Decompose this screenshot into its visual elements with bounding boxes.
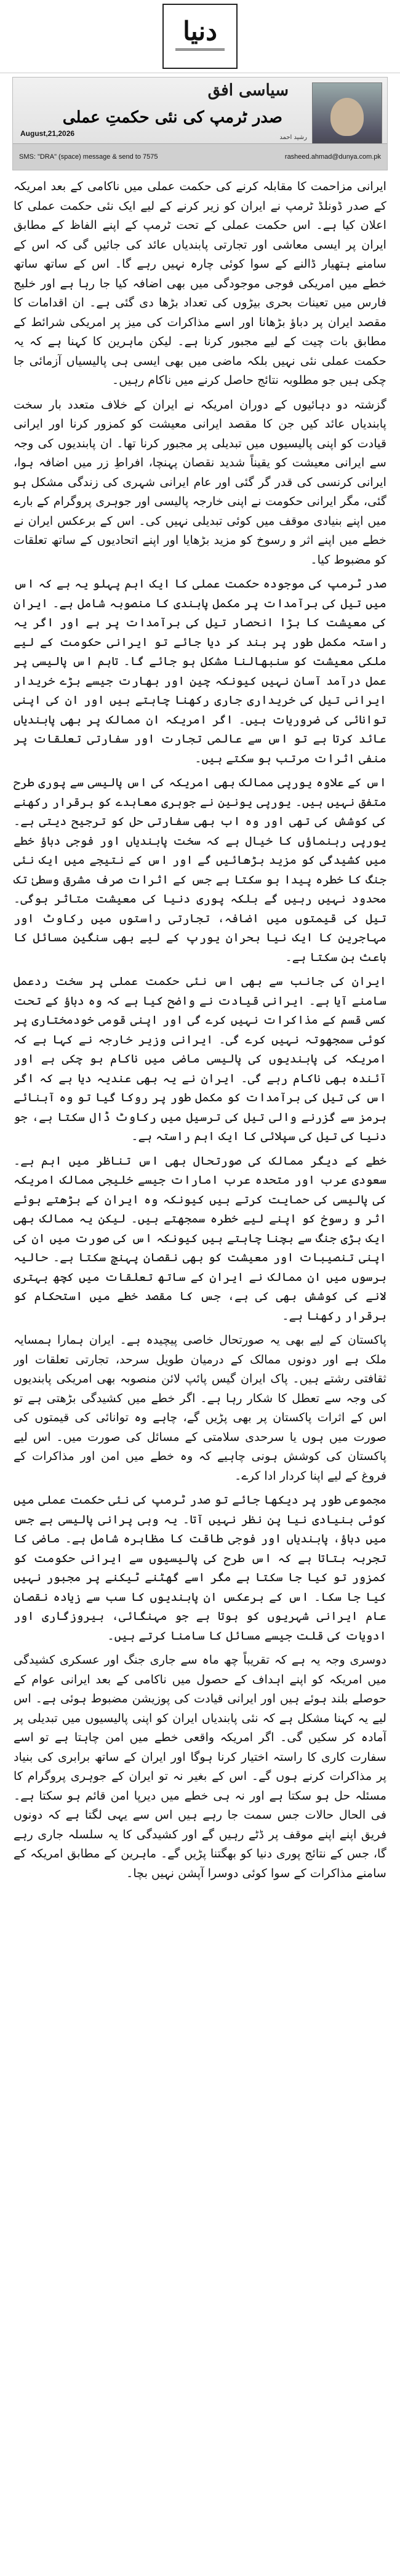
article-paragraph: پاکستان کے لیے بھی یہ صورتحال خاصی پیچیدہ ہے۔ ایران ہمارا ہمسایہ ملک ہے اور دونوں ممالک کے درمیان طویل سرحد، تجارتی تعلقات اور ثقافتی رشتے ہیں۔ پاک ایران گیس پائپ لائن منصوبہ بھی امریکی پابندیوں کی وجہ سے تعطل کا شکار رہا ہے۔ اگر خطے میں کشیدگی بڑھتی ہے تو اس کے اثرات پاکستان پر بھی پڑیں گے، چاہے وہ توانائی کی قیمتوں کی صورت میں ہوں یا سرحدی سلامتی کے مسائل کی صورت میں۔ اس لیے پاکستان کی کوشش ہونی چاہیے کہ وہ خطے میں امن اور مذاکرات کے فروغ کے لیے اپنا کردار ادا کرے۔ (14, 1333, 386, 1483)
publish-date: August,21,2026 (20, 129, 75, 138)
sms-instruction: SMS: "DRA" (space) message & send to 7575 (19, 153, 158, 161)
article-paragraph: مجموعی طور پر دیکھا جائے تو صدر ٹرمپ کی نئی حکمت عملی میں کوئی بنیادی نیا پن نظر نہیں آتا۔ یہ وہی پرانی پالیسی ہے جس میں دباؤ، پابندیاں اور فوجی طاقت کا مظاہرہ شامل ہے۔ ماضی کا تجربہ بتاتا ہے کہ اس طرح کی پالیسیوں سے ایرانی حکومت کو کمزور تو کیا جا سکتا ہے مگر اسے گھٹنے ٹیکنے پر مجبور نہیں کیا جا سکا۔ اس کے برعکس ان پابندیوں کا سب سے زیادہ نقصان عام ایرانی شہریوں کو ہوتا ہے جو مہنگائی، بیروزگاری اور ادویات کی قلت جیسے مسائل کا سامنا کرتے ہیں۔ (14, 1493, 386, 1643)
logo-text: دنیا (183, 16, 217, 46)
article-paragraph: خطے کے دیگر ممالک کی صورتحال بھی اس تناظر میں اہم ہے۔ سعودی عرب اور متحدہ عرب امارات جیسے خلیجی ممالک امریکہ کی پالیسی کی حمایت کرتے ہیں کیونکہ وہ ایران کے بڑھتے ہوئے اثر و رسوخ کو اپنے لیے خطرہ سمجھتے ہیں۔ لیکن یہ ممالک بھی ایک بڑی جنگ سے بچنا چاہتے ہیں کیونکہ اس کی صورت میں ان کی اپنی تنصیبات اور معیشت کو بھی نقصان پہنچ سکتا ہے۔ حالیہ برسوں میں ان ممالک نے ایران کے ساتھ تعلقات میں کچھ بہتری لانے کی کوشش بھی کی ہے، جس کا مقصد خطے میں استحکام کو برقرار رکھنا ہے۔ (14, 1153, 386, 1323)
logo-decoration (175, 49, 225, 57)
author-photo-head (330, 98, 364, 136)
newspaper-logo[interactable] (162, 4, 238, 69)
article-paragraph: ایرانی مزاحمت کا مقابلہ کرنے کی حکمت عملی میں ناکامی کے بعد امریکہ کے صدر ڈونلڈ ٹرمپ نے ایران کو زیر کرنے کے لیے ایک نئی حکمت عملی کا اعلان کیا ہے۔ اس حکمت عملی کے تحت ٹرمپ کے اپنے الفاظ کے مطابق ایران پر ایسی معاشی اور تجارتی پابندیاں عائد کی جائیں گی کہ اس کے سامنے ہتھیار ڈالنے کے سوا کوئی چارہ نہیں رہے گا۔ اس کے ساتھ ساتھ خطے میں امریکی فوجی موجودگی میں بھی اضافہ کیا جا رہا ہے اور خلیج فارس میں تعینات بحری بیڑوں کی تعداد بڑھا دی گئی ہے۔ ان اقدامات کا مقصد ایران پر دباؤ بڑھانا اور اسے مذاکرات کی میز پر امریکی شرائط کے مطابق بات چیت کے لیے مجبور کرنا ہے۔ لیکن ماہرین کا کہنا ہے کہ یہ حکمت عملی نئی نہیں بلکہ ماضی میں بھی ایسی ہی پالیسیاں آزمائی جا چکی ہیں جو مطلوبہ نتائج حاصل کرنے میں ناکام رہیں۔ (14, 179, 386, 387)
column-title: سیاسی افق (207, 81, 289, 100)
author-email[interactable]: rasheed.ahmad@dunya.com.pk (284, 153, 381, 161)
article-title: صدر ٹرمپ کی نئی حکمتِ عملی (62, 108, 282, 127)
column-banner (12, 77, 388, 170)
masthead (0, 0, 400, 73)
article-paragraph: گزشتہ دو دہائیوں کے دوران امریکہ نے ایران کے خلاف متعدد بار سخت پابندیاں عائد کیں جن کا مقصد ایرانی معیشت کو کمزور کرنا اور ایرانی قیادت کو اپنی پالیسیوں میں تبدیلی پر مجبور کرنا تھا۔ ان پابندیوں کی وجہ سے ایرانی معیشت کو یقیناً شدید نقصان پہنچا، افراطِ زر میں اضافہ ہوا، ایرانی کرنسی کی قدر گر گئی اور عام ایرانی شہری کی زندگی مشکل ہو گئی، مگر ایرانی حکومت نے اپنی خارجہ پالیسی اور جوہری پروگرام کے بارے میں اپنے بنیادی موقف میں کوئی تبدیلی نہیں کی۔ اس کے برعکس ایران نے خطے میں اپنے اثر و رسوخ کو مزید بڑھایا اور اپنے اتحادیوں کے ساتھ تعلقات کو مضبوط کیا۔ (14, 397, 386, 567)
article-paragraph: اس کے علاوہ یورپی ممالک بھی امریکہ کی اس پالیسی سے پوری طرح متفق نہیں ہیں۔ یورپی یونین نے جوہری معاہدے کو برقرار رکھنے کی کوشش کی تھی اور وہ اب بھی سفارتی حل کو ترجیح دیتی ہے۔ یورپی رہنماؤں کا خیال ہے کہ سخت پابندیاں اور فوجی دباؤ خطے میں کشیدگی کو مزید بڑھائیں گے اور اس کے نتیجے میں ایک نئی جنگ کا خطرہ پیدا ہو سکتا ہے جس کے اثرات صرف مشرق وسطیٰ تک محدود نہیں رہیں گے بلکہ پوری دنیا کی معیشت متاثر ہوگی۔ تیل کی قیمتوں میں اضافہ، تجارتی راستوں میں رکاوٹ اور مہاجرین کا ایک نیا بحران یورپ کے لیے بھی سنگین مسائل کا باعث بن سکتا ہے۔ (14, 775, 386, 964)
contact-bar (13, 143, 387, 170)
author-name: رشید احمد (279, 134, 307, 141)
article-paragraph: دوسری وجہ یہ ہے کہ تقریباً چھ ماہ سے جاری جنگ اور عسکری کشیدگی میں امریکہ کو اپنے اہداف کے حصول میں ناکامی کے بعد ایرانی عوام کے حوصلے بلند ہوئے ہیں اور ایرانی قیادت کی پوزیشن مضبوط ہوئی ہے۔ اس لیے یہ کہنا مشکل ہے کہ نئی پابندیاں ایران کو اپنی پالیسیوں میں تبدیلی پر آمادہ کر سکیں گی۔ اگر امریکہ واقعی خطے میں امن چاہتا ہے تو اسے سفارت کاری کا راستہ اختیار کرنا ہوگا اور ایران کے ساتھ برابری کی بنیاد پر مذاکرات کرنے ہوں گے۔ اس کے بغیر نہ تو ایران کے جوہری پروگرام کا مسئلہ حل ہو سکتا ہے اور نہ ہی خطے میں دیرپا امن قائم ہو سکتا ہے۔ فی الحال حالات جس سمت جا رہے ہیں اس سے یہی لگتا ہے کہ دونوں فریق اپنے اپنے موقف پر ڈٹے رہیں گے اور کشیدگی کا یہ سلسلہ جاری رہے گا، جس کے نتائج پوری دنیا کو بھگتنا پڑیں گے۔ ماہرین کے مطابق امریکہ کے سامنے مذاکرات کے سوا کوئی دوسرا آپشن نہیں بچا۔ (14, 1653, 386, 1880)
article-paragraph: صدر ٹرمپ کی موجودہ حکمت عملی کا ایک اہم پہلو یہ ہے کہ اس میں تیل کی برآمدات پر مکمل پابندی کا منصوبہ شامل ہے۔ ایران کی معیشت کا بڑا انحصار تیل کی برآمدات پر ہے اور اگر یہ راستہ مکمل طور پر بند کر دیا جائے تو ایرانی حکومت کے لیے ملکی معیشت کو سنبھالنا مشکل ہو جائے گا۔ تاہم اس پالیسی پر عمل درآمد آسان نہیں کیونکہ چین اور بھارت جیسے بڑے خریدار ایرانی تیل کی خریداری جاری رکھنا چاہتے ہیں اور ان کی اپنی توانائی کی ضروریات ہیں۔ اگر امریکہ ان ممالک پر بھی پابندیاں عائد کرتا ہے تو اس سے عالمی تجارت اور سفارتی تعلقات پر منفی اثرات مرتب ہو سکتے ہیں۔ (14, 576, 386, 765)
article-paragraph: ایران کی جانب سے بھی اس نئی حکمت عملی پر سخت ردعمل سامنے آیا ہے۔ ایرانی قیادت نے واضح کیا ہے کہ وہ دباؤ کے تحت کسی قسم کے مذاکرات نہیں کرے گی اور اپنی قومی خودمختاری پر کوئی سمجھوتہ نہیں کرے گی۔ ایرانی وزیر خارجہ نے کہا ہے کہ امریکہ کی پابندیوں کی پالیسی ماضی میں ناکام ہو چکی ہے اور آئندہ بھی ناکام رہے گی۔ ایران نے یہ بھی عندیہ دیا ہے کہ اگر اس کی تیل کی برآمدات کو مکمل طور پر روکا گیا تو وہ آبنائے ہرمز سے گزرنے والی تیل کی ترسیل میں رکاوٹ ڈال سکتا ہے، جو دنیا کی تیل کی سپلائی کا ایک اہم راستہ ہے۔ (14, 974, 386, 1143)
article-body (14, 177, 386, 2564)
